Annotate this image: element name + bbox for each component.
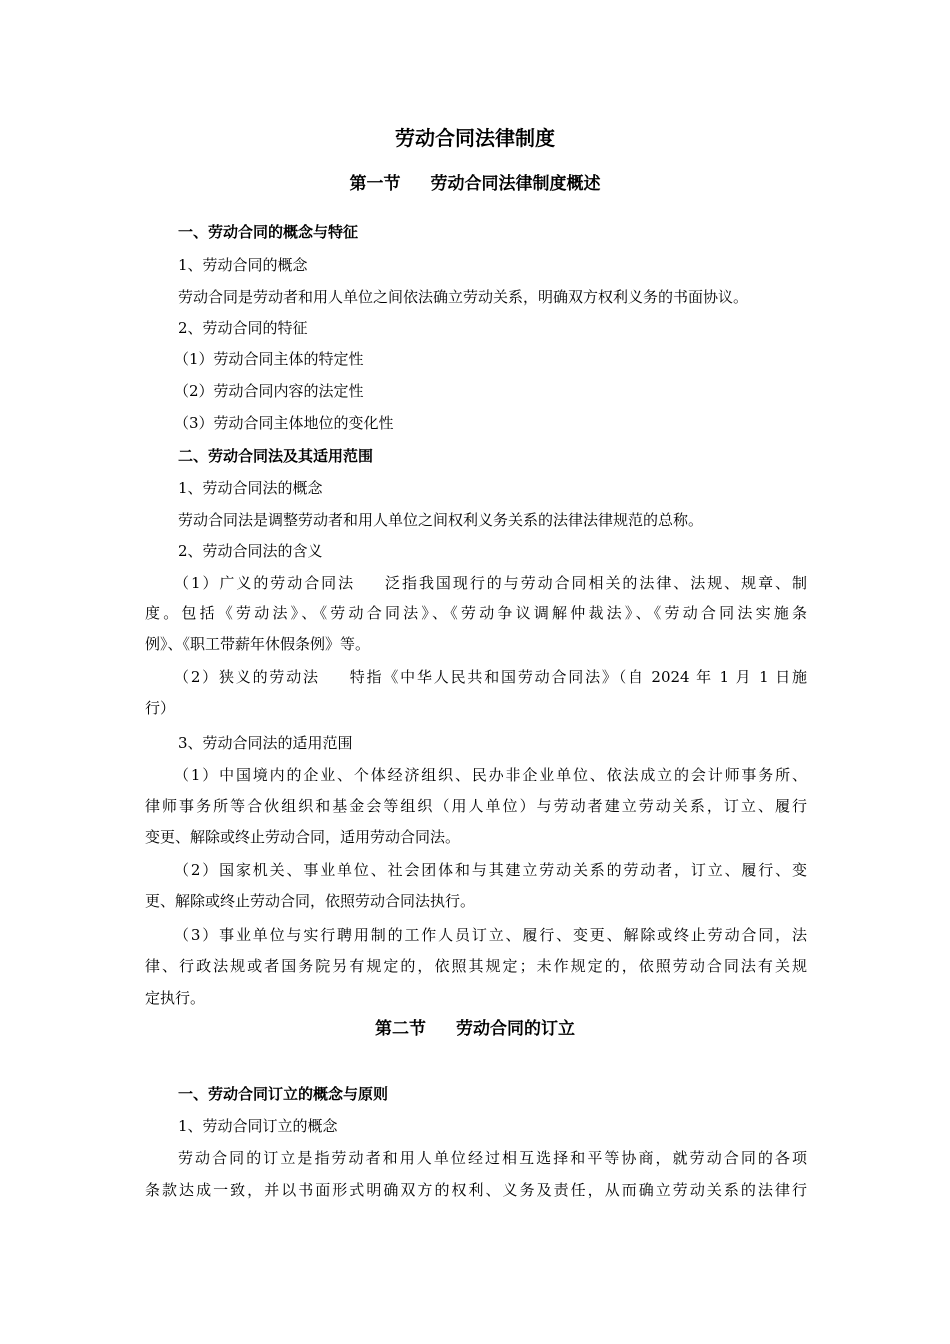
feature-item-1: （1）劳动合同主体的特定性 [174, 350, 364, 368]
subheading-2-1: 1、劳动合同法的概念 [178, 479, 323, 497]
scope-1-line-2: 律师事务所等合伙组织和基金会等组织（用人单位）与劳动者建立劳动关系，订立、履行 [145, 797, 807, 815]
section-1-number: 第一节 [349, 174, 401, 194]
heading-1-1: 一、劳动合同的概念与特征 [178, 223, 359, 241]
section-2-heading [0, 1018, 950, 1040]
paragraph-2-1: 劳动合同法是调整劳动者和用人单位之间权利义务关系的法律法律规范的总称。 [178, 511, 704, 529]
subheading-3-1: 1、劳动合同订立的概念 [178, 1117, 338, 1135]
paragraph-3-line-1: 劳动合同的订立是指劳动者和用人单位经过相互选择和平等协商，就劳动合同的各项 [178, 1149, 807, 1167]
meaning-1-label: （1）广义的劳动合同法 [174, 574, 356, 592]
section-2-number: 第二节 [375, 1019, 426, 1039]
meaning-1-line-1: （1）广义的劳动合同法 泛指我国现行的与劳动合同相关的法律、法规、规章、制 [174, 574, 807, 592]
scope-3-line-2: 律、行政法规或者国务院另有规定的，依照其规定；未作规定的，依照劳动合同法有关规 [145, 957, 807, 975]
section-2-name: 劳动合同的订立 [456, 1019, 575, 1039]
feature-item-2: （2）劳动合同内容的法定性 [174, 382, 364, 400]
section-1-heading [0, 173, 950, 195]
meaning-2-line-1: （2）狭义的劳动法 特指《中华人民共和国劳动合同法》（自 2024 年 1 月 1 日施 [174, 668, 808, 686]
subheading-1-1: 1、劳动合同的概念 [178, 256, 308, 274]
heading-1-2: 二、劳动合同法及其适用范围 [178, 447, 374, 465]
meaning-2-label: （2）狭义的劳动法 [174, 668, 320, 686]
paragraph-3-line-2: 条款达成一致，并以书面形式明确双方的权利、义务及责任，从而确立劳动关系的法律行 [145, 1181, 807, 1199]
subheading-2-3: 3、劳动合同法的适用范围 [178, 734, 353, 752]
paragraph-1-1: 劳动合同是劳动者和用人单位之间依法确立劳动关系，明确双方权利义务的书面协议。 [178, 288, 749, 306]
document-title: 劳动合同法律制度 [395, 126, 555, 150]
meaning-2-line-2: 行） [145, 699, 176, 717]
scope-1-line-1: （1）中国境内的企业、个体经济组织、民办非企业单位、依法成立的会计师事务所、 [174, 766, 807, 784]
scope-3-line-1: （3）事业单位与实行聘用制的工作人员订立、履行、变更、解除或终止劳动合同，法 [174, 926, 807, 944]
subheading-2-2: 2、劳动合同法的含义 [178, 542, 323, 560]
heading-2-1: 一、劳动合同订立的概念与原则 [178, 1085, 389, 1103]
subheading-1-2: 2、劳动合同的特征 [178, 319, 308, 337]
scope-3-line-3: 定执行。 [145, 989, 206, 1007]
meaning-1-line-3: 例》、《职工带薪年休假条例》等。 [145, 635, 371, 653]
feature-item-3: （3）劳动合同主体地位的变化性 [174, 414, 394, 432]
scope-2-line-1: （2）国家机关、事业单位、社会团体和与其建立劳动关系的劳动者，订立、履行、变 [174, 861, 807, 879]
meaning-1-line-2: 度。包括《劳动法》、《劳动合同法》、《劳动争议调解仲裁法》、《劳动合同法实施条 [145, 604, 807, 622]
scope-2-line-2: 更、解除或终止劳动合同，依照劳动合同法执行。 [145, 892, 476, 910]
scope-1-line-3: 变更、解除或终止劳动合同，适用劳动合同法。 [145, 828, 461, 846]
section-1-name: 劳动合同法律制度概述 [430, 174, 601, 194]
